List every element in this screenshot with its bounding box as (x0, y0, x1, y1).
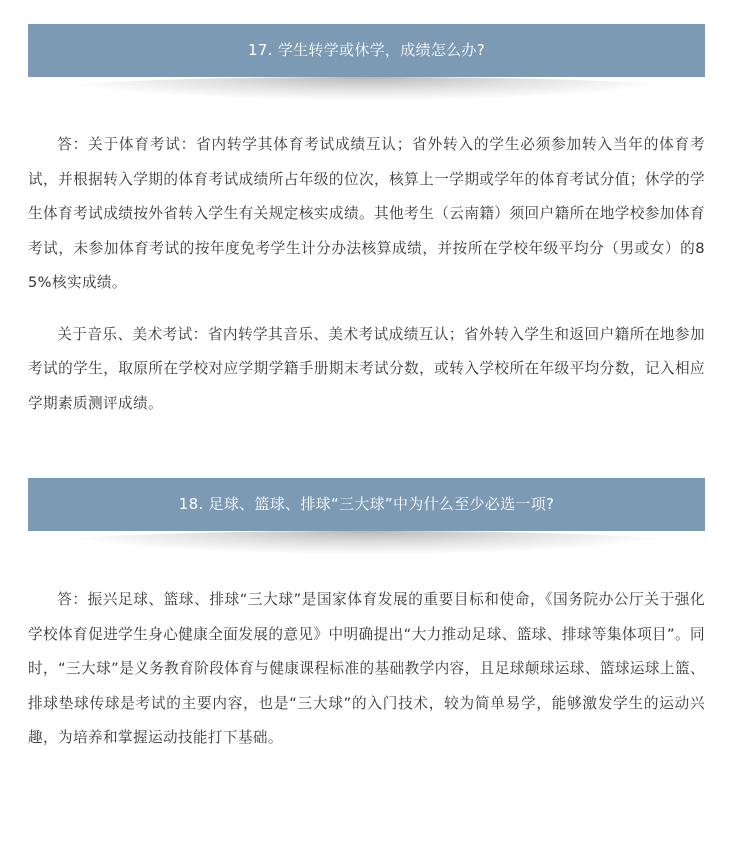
answer-17-paragraph-pe: 答：关于体育考试：省内转学其体育考试成绩互认；省外转入的学生必须参加转入当年的体育考试，并根据转入学期的体育考试成绩所占年级的位次，核算上一学期或学年的体育考试分值；休学的学生体育考试成绩按外省转入学生有关规定核实成绩。其他考生（云南籍）须回户籍所在地学校参加体育考试，未参加体育考试的按年度免考学生计分办法核算成绩，并按所在学校年级平均分（男或女）的85%核实成绩。 (28, 136, 705, 291)
answer-18 (28, 583, 705, 756)
answer-18-paragraph: 答：振兴足球、篮球、排球“三大球”是国家体育发展的重要目标和使命，《国务院办公厅关于强化学校体育促进学生身心健康全面发展的意见》中明确提出“大力推动足球、篮球、排球等集体项目”。同时，“三大球”是义务教育阶段体育与健康课程标准的基础教学内容，且足球颠球运球、篮球运球上篮、排球垫球传球是考试的主要内容，也是“三大球”的入门技术，较为简单易学，能够激发学生的运动兴趣，为培养和掌握运动技能打下基础。 (28, 591, 705, 746)
answer-17 (28, 128, 705, 421)
section-title-18: 18. 足球、篮球、排球“三大球”中为什么至少必选一项? (28, 478, 705, 531)
header-shadow-18 (48, 531, 685, 555)
section-title-17: 17. 学生转学或休学，成绩怎么办? (28, 24, 705, 77)
answer-17-paragraph-art: 关于音乐、美术考试：省内转学其音乐、美术考试成绩互认；省外转入学生和返回户籍所在地参加考试的学生，取原所在学校对应学期学籍手册期末考试分数，或转入学校所在年级平均分数，记入相应学期素质测评成绩。 (28, 325, 705, 412)
header-shadow-17 (48, 77, 685, 101)
